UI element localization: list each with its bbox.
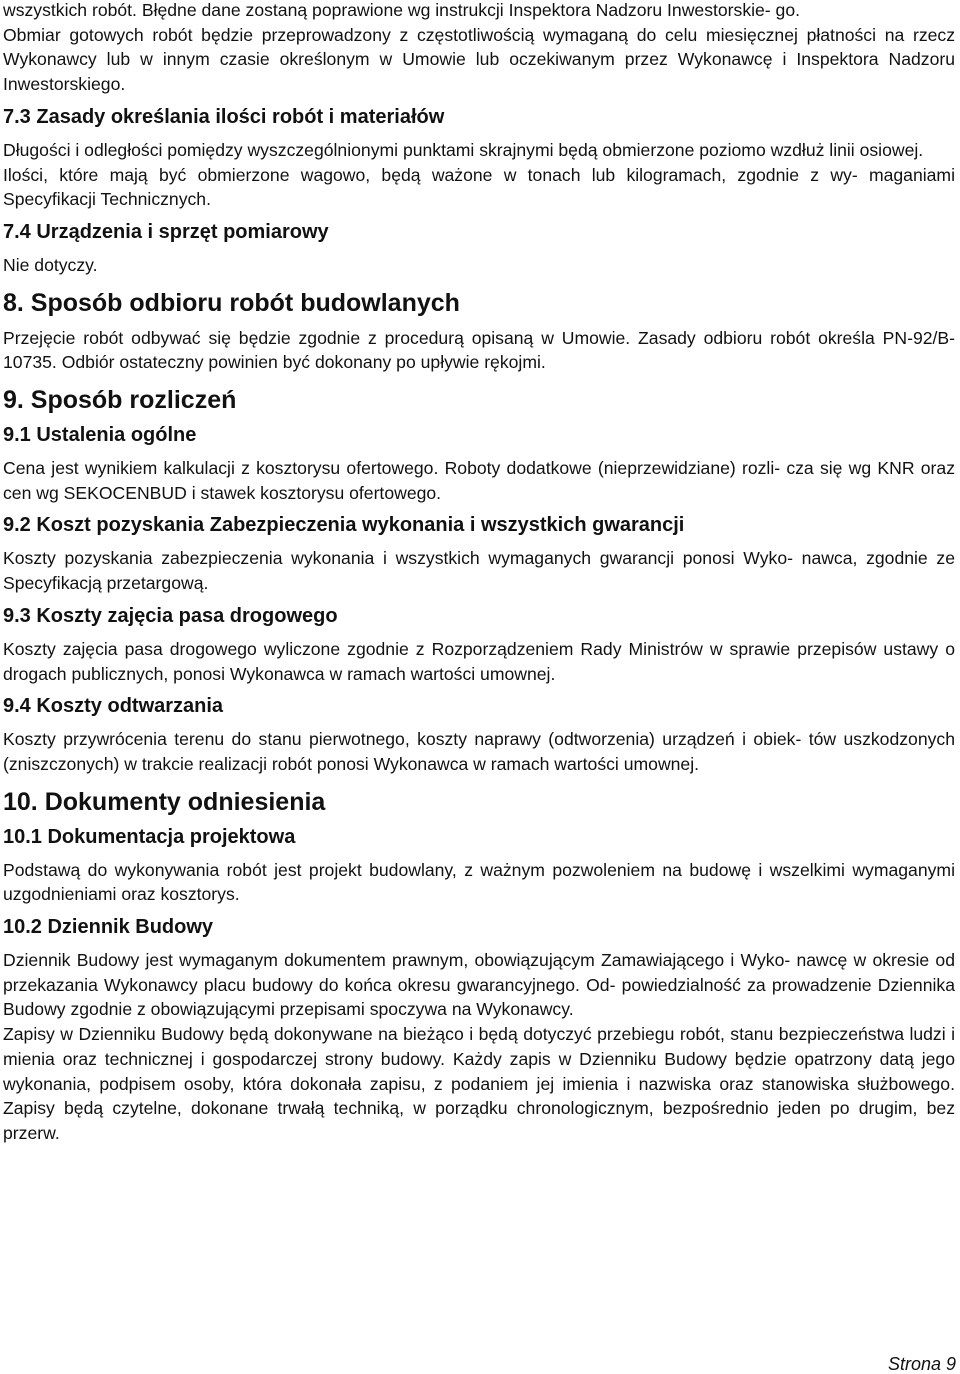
paragraph: Koszty przywrócenia terenu do stanu pierwotnego, koszty naprawy (odtworzenia) urządzeń i obiek- tów uszkodzonych (zniszczonych) w trakcie realizacji robót ponosi Wykonawca w ramach wartości umownej. [3,729,955,774]
section-heading-10-1: 10.1 Dokumentacja projektowa [3,825,296,848]
section-heading-7-4: 7.4 Urządzenia i sprzęt pomiarowy [3,220,329,243]
paragraph: Koszty pozyskania zabezpieczenia wykonania i wszystkich wymaganych gwarancji ponosi Wyko- nawca, zgodnie ze Specyfikacją przetargową. [3,548,955,594]
section-heading-8: 8. Sposób odbioru robót budowlanych [3,288,460,317]
paragraph: Długości i odległości pomiędzy wyszczególnionymi punktami skrajnymi będą obmierzone poziomo wzdłuż linii osiowej. [3,139,924,160]
paragraph: Obmiar gotowych robót będzie przeprowadzony z częstotliwością wymaganą do celu miesięcznej płatności na rzecz Wykonawcy lub w innym czasie określonym w Umowie lub oczekiwanym przez Wykonawcę i Inspektora Nadzoru Inwestorskiego. [3,24,955,95]
paragraph: wszystkich robót. Błędne dane zostaną poprawione wg instrukcji Inspektora Nadzoru Inwestorskie- go. [3,0,801,20]
paragraph: Ilości, które mają być obmierzone wagowo, będą ważone w tonach lub kilogramach, zgodnie z wy- maganiami Specyfikacji Technicznych. [3,164,955,210]
paragraph: Przejęcie robót odbywać się będzie zgodnie z procedurą opisaną w Umowie. Zasady odbioru robót określa PN-92/B-10735. Odbiór ostateczny powinien być dokonany po upływie rękojmi. [3,327,955,373]
paragraph: Podstawą do wykonywania robót jest projekt budowlany, z ważnym pozwoleniem na budowę i wszelkimi wymaganymi uzgodnieniami oraz kosztorys. [3,859,955,905]
section-heading-10: 10. Dokumenty odniesienia [3,787,326,816]
section-heading-7-3: 7.3 Zasady określania ilości robót i materiałów [3,105,445,128]
section-heading-9-4: 9.4 Koszty odtwarzania [3,695,224,718]
section-heading-9-1: 9.1 Ustalenia ogólne [3,424,197,447]
section-heading-10-2: 10.2 Dziennik Budowy [3,916,214,939]
section-heading-9: 9. Sposób rozliczeń [3,386,237,415]
paragraph: Nie dotyczy. [3,254,98,275]
page-number: Strona 9 [887,1354,956,1374]
section-heading-9-2: 9.2 Koszt pozyskania Zabezpieczenia wykonania i wszystkich gwarancji [3,514,685,537]
paragraph: Dziennik Budowy jest wymaganym dokumentem prawnym, obowiązującym Zamawiającego i Wyko- nawcę w okresie od przekazania Wykonawcy placu budowy do końca okresu gwarancyjnego. Od- powiedzialność za prowadzenie Dziennika Budowy zgodnie z obowiązującymi przepisami spoczywa na Wykonawcy. [3,950,955,1020]
paragraph: Zapisy w Dzienniku Budowy będą dokonywane na bieżąco i będą dotyczyć przebiegu robót, stanu bezpieczeństwa ludzi i mienia oraz technicznej i gospodarczej strony budowy. Każdy zapis w Dzienniku Budowy będzie opatrzony datą jego wykonania, podpisem osoby, która dokonała zapisu, z podaniem jej imienia i nazwiska oraz stanowiska służbowego. Zapisy będą czytelne, dokonane trwałą techniką, w porządku chronologicznym, bezpośrednio jeden po drugim, bez przerw. [3,1024,955,1143]
page-content [3,0,955,1146]
paragraph: Cena jest wynikiem kalkulacji z kosztorysu ofertowego. Roboty dodatkowe (nieprzewidziane) rozli- cza się wg KNR oraz cen wg SEKOCENBUD i stawek kosztorysu ofertowego. [3,458,955,503]
section-heading-9-3: 9.3 Koszty zajęcia pasa drogowego [3,604,338,627]
paragraph: Koszty zajęcia pasa drogowego wyliczone zgodnie z Rozporządzeniem Rady Ministrów w sprawie przepisów ustawy o drogach publicznych, ponosi Wykonawca w ramach wartości umownej. [3,638,955,684]
